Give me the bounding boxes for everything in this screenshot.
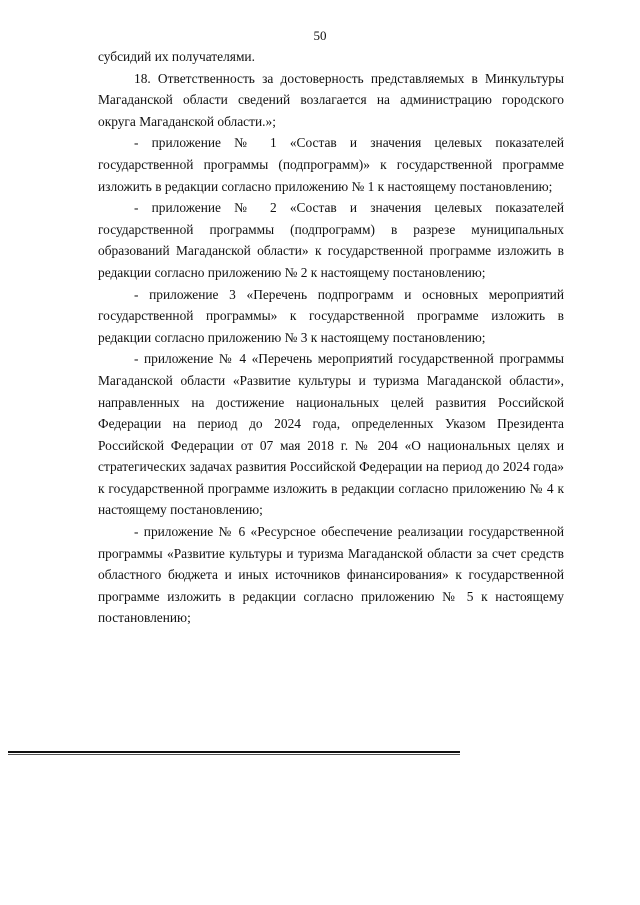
paragraph-continuation: субсидий их получателями.	[98, 49, 255, 64]
paragraph-appendix-3: - приложение 3 «Перечень подпрограмм и основных мероприятий государственной программы» к государственной программе изложить в редакции согласно приложению № 3 к настоящему постановлению;	[98, 286, 564, 345]
paragraph-appendix-1: - приложение № 1 «Состав и значения целевых показателей государственной программы (подпрограмм)» к государственной программе изложить в редакции согласно приложению № 1 к настоящему постановлению;	[98, 135, 564, 194]
footer-divider-shadow	[8, 754, 460, 755]
paragraph-appendix-4: - приложение № 4 «Перечень мероприятий государственной программы Магаданской области «Развитие культуры и туризма Магаданской области», направленных на достижение национальных целей развития Российской Федерации на период до 2024 года, определенных Указом Президента Российской Федерации от 07 мая 2018 г. № 204 «О национальных целях и стратегических задачах развития Российской Федерации на период до 2024 года» к государственной программе изложить в редакции согласно приложению № 4 к настоящему постановлению;	[98, 351, 564, 518]
paragraph-appendix-6: - приложение № 6 «Ресурсное обеспечение реализации государственной программы «Развитие культуры и туризма Магаданской области за счет средств областного бюджета и иных источников финансирования» к государственной программе изложить в редакции согласно приложению № 5 к настоящему постановлению;	[98, 524, 564, 626]
paragraph-item-18: 18. Ответственность за достоверность представляемых в Минкультуры Магаданской области сведений возлагается на администрацию городского округа Магаданской области.»;	[98, 70, 564, 129]
paragraph-appendix-2: - приложение № 2 «Состав и значения целевых показателей государственной программы (подпрограмм) в разрезе муниципальных образований Магаданской области» к государственной программе изложить в редакции согласно приложению № 2 к настоящему постановлению;	[98, 200, 564, 280]
footer-divider	[8, 751, 460, 753]
page-number: 50	[313, 28, 327, 43]
document-body	[98, 46, 564, 629]
